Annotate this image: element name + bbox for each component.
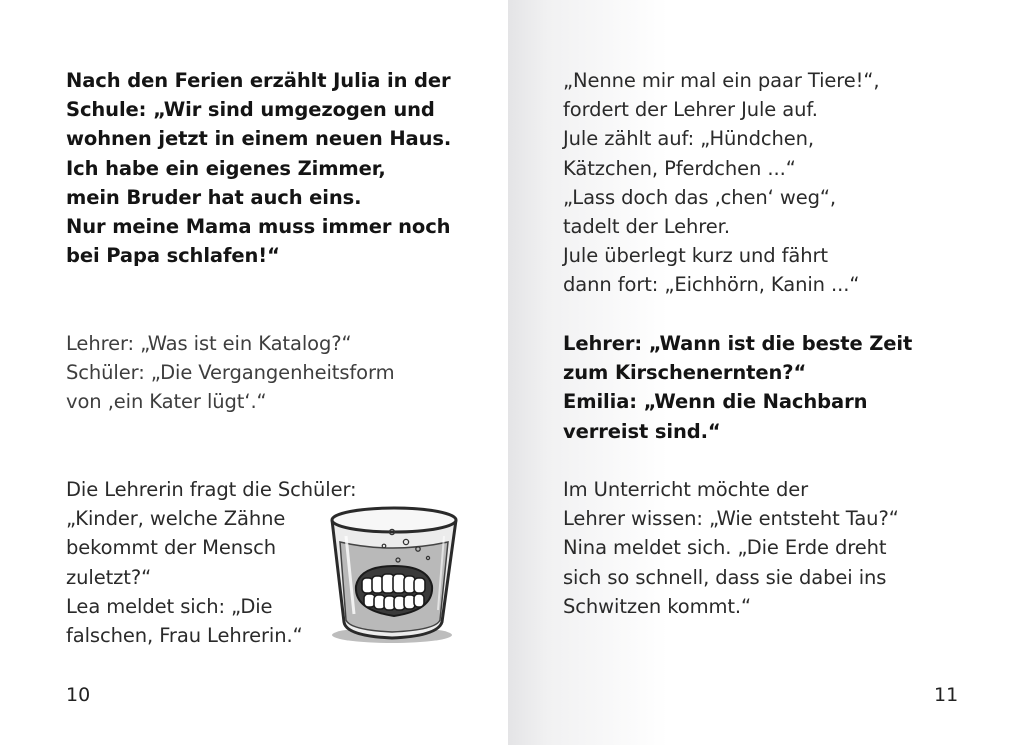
page-number-right: 11 (934, 684, 959, 706)
joke-tiere (563, 66, 879, 300)
text-line: Nina meldet sich. „Die Erde dreht (563, 536, 887, 560)
text-line: Lehrer: „Was ist ein Katalog?“ (66, 332, 352, 355)
text-line: „Nenne mir mal ein paar Tiere!“, (563, 69, 880, 92)
glass-with-dentures-icon (326, 502, 462, 650)
text-line: mein Bruder hat auch eins. (66, 185, 362, 209)
text-line: dann fort: „Eichhörn, Kanin ...“ (563, 273, 860, 297)
text-line: Ich habe ein eigenes Zimmer, (66, 156, 386, 180)
left-page (0, 0, 508, 745)
text-line: tadelt der Lehrer. (563, 215, 730, 239)
right-page (508, 0, 1020, 745)
text-line: bekommt der Mensch (66, 536, 276, 560)
text-line: Jule überlegt kurz und fährt (563, 244, 828, 268)
text-line: zuletzt?“ (66, 565, 152, 589)
page-number-left: 10 (66, 684, 91, 706)
joke-kirschen (563, 329, 912, 446)
text-line: Lehrer wissen: „Wie entsteht Tau?“ (563, 507, 899, 531)
glass-rim (332, 508, 456, 532)
text-line: Schüler: „Die Vergangenheitsform (66, 361, 395, 385)
text-line: Nur meine Mama muss immer noch (66, 215, 451, 239)
text-line: Schule: „Wir sind umgezogen und (66, 98, 435, 122)
text-line: fordert der Lehrer Jule auf. (563, 98, 818, 122)
text-line: Lea meldet sich: „Die (66, 594, 273, 618)
text-line: verreist sind.“ (563, 419, 721, 443)
joke-umzug (66, 66, 451, 270)
text-line: bei Papa schlafen!“ (66, 244, 280, 268)
text-line: Nach den Ferien erzählt Julia in der (66, 69, 451, 92)
text-line: sich so schnell, dass sie dabei ins (563, 565, 887, 589)
text-line: „Lass doch das ‚chen‘ weg“, (563, 185, 836, 209)
joke-katalog (66, 329, 394, 417)
text-line: Schwitzen kommt.“ (563, 594, 752, 618)
text-line: „Kinder, welche Zähne (66, 507, 286, 531)
text-line: von ‚ein Kater lügt‘.“ (66, 390, 267, 414)
text-line: falschen, Frau Lehrerin.“ (66, 624, 303, 648)
joke-zaehne (66, 475, 357, 650)
text-line: Lehrer: „Wann ist die beste Zeit (563, 332, 913, 355)
text-line: Kätzchen, Pferdchen ...“ (563, 156, 796, 180)
text-line: Emilia: „Wenn die Nachbarn (563, 390, 868, 414)
text-line: Im Unterricht möchte der (563, 478, 809, 501)
text-line: Jule zählt auf: „Hündchen, (563, 127, 814, 151)
text-line: zum Kirschenernten?“ (563, 361, 807, 385)
text-line: wohnen jetzt in einem neuen Haus. (66, 127, 452, 151)
joke-tau (563, 475, 899, 621)
text-line: Die Lehrerin fragt die Schüler: (66, 478, 357, 501)
